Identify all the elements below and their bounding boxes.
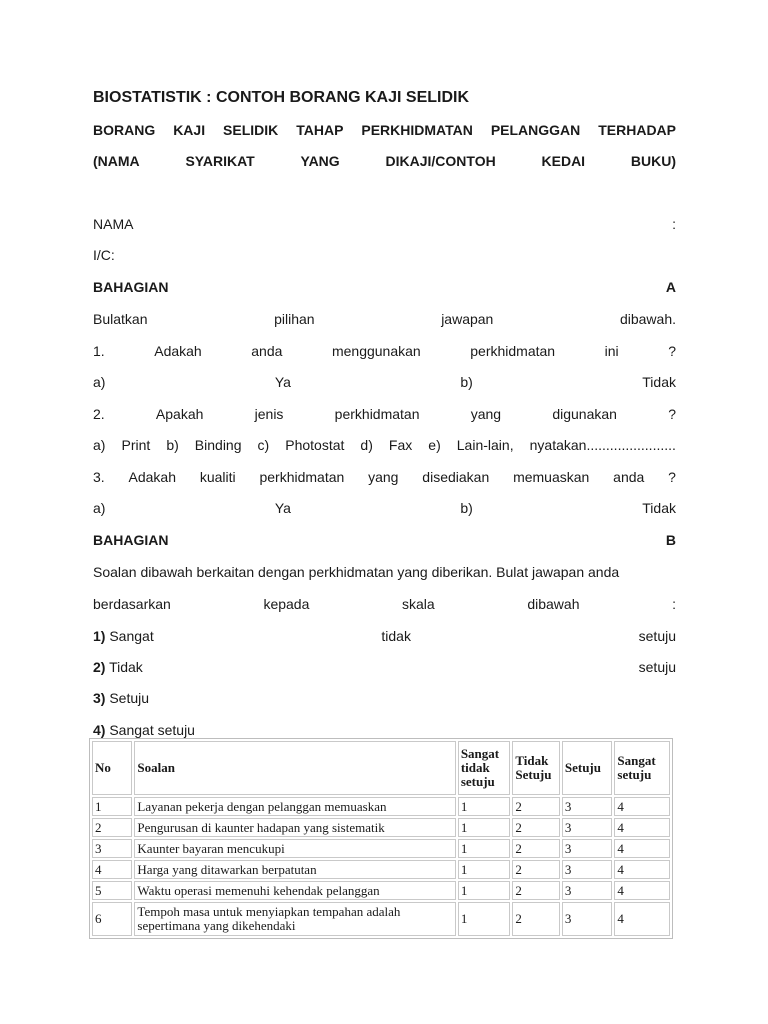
scale-word: tidak bbox=[381, 628, 411, 644]
word: d) bbox=[360, 437, 373, 453]
cell-setuju: 3 bbox=[562, 860, 613, 879]
word: 1. bbox=[93, 343, 105, 359]
word: KEDAI bbox=[541, 153, 586, 169]
scale-word: setuju bbox=[638, 659, 676, 675]
section-b-intro-line-1: Soalan dibawah berkaitan dengan perkhidmatan yang diberikan. Bulat jawapan anda bbox=[93, 564, 620, 580]
header-setuju: Setuju bbox=[562, 741, 613, 795]
cell-no: 5 bbox=[92, 881, 132, 900]
question-1 bbox=[93, 341, 676, 361]
scale-number: 4) bbox=[93, 722, 106, 738]
table-header-row bbox=[92, 741, 670, 795]
cell-setuju: 3 bbox=[562, 797, 613, 816]
scale-number-and-first-word bbox=[93, 657, 143, 677]
word: b) bbox=[460, 500, 473, 516]
word: a) bbox=[93, 374, 106, 390]
cell-no: 2 bbox=[92, 818, 132, 837]
word: Bulatkan bbox=[93, 311, 148, 327]
scale-number: 2) bbox=[93, 659, 106, 675]
word: SYARIKAT bbox=[185, 153, 255, 169]
cell-setuju: 3 bbox=[562, 902, 613, 936]
cell-tidak-setuju: 2 bbox=[512, 881, 560, 900]
table-row bbox=[92, 902, 670, 936]
word: TAHAP bbox=[296, 122, 344, 138]
section-a-instruction bbox=[93, 309, 676, 329]
word: BUKU) bbox=[630, 153, 676, 169]
word: skala bbox=[402, 596, 435, 612]
word: nyatakan....................... bbox=[529, 437, 676, 453]
table-row bbox=[92, 839, 670, 858]
word: anda bbox=[613, 469, 645, 485]
header-sangat-tidak-setuju: Sangat tidak setuju bbox=[458, 741, 511, 795]
cell-sangat-tidak-setuju: 1 bbox=[458, 818, 511, 837]
scale-number: 1) bbox=[93, 628, 106, 644]
cell-no: 4 bbox=[92, 860, 132, 879]
word: c) bbox=[257, 437, 270, 453]
cell-sangat-setuju: 4 bbox=[614, 797, 670, 816]
word: Lain-lain, bbox=[456, 437, 514, 453]
word: BORANG bbox=[93, 122, 156, 138]
word: dibawah. bbox=[619, 311, 676, 327]
cell-tidak-setuju: 2 bbox=[512, 860, 560, 879]
nama-label: NAMA bbox=[93, 216, 134, 232]
question-3-options bbox=[93, 498, 676, 518]
cell-setuju: 3 bbox=[562, 818, 613, 837]
word: ? bbox=[668, 406, 676, 422]
scale-number-and-first-word bbox=[93, 626, 154, 646]
word: perkhidmatan bbox=[470, 343, 556, 359]
cell-no: 1 bbox=[92, 797, 132, 816]
cell-sangat-tidak-setuju: 1 bbox=[458, 902, 511, 936]
word: Apakah bbox=[155, 406, 204, 422]
scale-word: Sangat setuju bbox=[109, 722, 195, 738]
question-2 bbox=[93, 404, 676, 424]
word: kualiti bbox=[199, 469, 236, 485]
cell-no: 3 bbox=[92, 839, 132, 858]
word: digunakan bbox=[552, 406, 617, 422]
word: DIKAJI/CONTOH bbox=[385, 153, 496, 169]
cell-soalan: Waktu operasi memenuhi kehendak pelanggan bbox=[134, 881, 455, 900]
word: memuaskan bbox=[513, 469, 590, 485]
word: ? bbox=[668, 343, 676, 359]
word: PELANGGAN bbox=[490, 122, 581, 138]
scale-item-2 bbox=[93, 657, 676, 677]
word: jawapan bbox=[441, 311, 494, 327]
word: dibawah bbox=[527, 596, 580, 612]
word: yang bbox=[470, 406, 502, 422]
section-b-intro-line-2 bbox=[93, 594, 676, 614]
question-1-options bbox=[93, 372, 676, 392]
scale-item-1 bbox=[93, 626, 676, 646]
word: 2. bbox=[93, 406, 105, 422]
cell-soalan: Kaunter bayaran mencukupi bbox=[134, 839, 455, 858]
cell-sangat-tidak-setuju: 1 bbox=[458, 797, 511, 816]
word: YANG bbox=[300, 153, 340, 169]
word: Tidak bbox=[642, 374, 676, 390]
scale-word: setuju bbox=[638, 628, 676, 644]
word: Ya bbox=[274, 374, 291, 390]
scale-word: Setuju bbox=[109, 690, 150, 706]
word: ? bbox=[668, 469, 676, 485]
word: : bbox=[672, 596, 676, 612]
section-a-heading bbox=[93, 277, 676, 297]
header-soalan: Soalan bbox=[134, 741, 455, 795]
survey-table bbox=[89, 738, 673, 939]
cell-tidak-setuju: 2 bbox=[512, 902, 560, 936]
cell-sangat-setuju: 4 bbox=[614, 902, 670, 936]
header-tidak-setuju: Tidak Setuju bbox=[512, 741, 560, 795]
table-row bbox=[92, 797, 670, 816]
cell-soalan: Layanan pekerja dengan pelanggan memuaskan bbox=[134, 797, 455, 816]
scale-item-4 bbox=[93, 720, 676, 740]
cell-sangat-setuju: 4 bbox=[614, 860, 670, 879]
question-2-options bbox=[93, 435, 676, 455]
cell-sangat-tidak-setuju: 1 bbox=[458, 839, 511, 858]
word: perkhidmatan bbox=[259, 469, 345, 485]
cell-no: 6 bbox=[92, 902, 132, 936]
ic-field-label: I/C: bbox=[93, 247, 115, 263]
word: b) bbox=[460, 374, 473, 390]
scale-number: 3) bbox=[93, 690, 106, 706]
table-row bbox=[92, 860, 670, 879]
word: disediakan bbox=[422, 469, 490, 485]
table-row bbox=[92, 881, 670, 900]
word: Adakah bbox=[154, 343, 202, 359]
word: perkhidmatan bbox=[334, 406, 420, 422]
cell-soalan: Pengurusan di kaunter hadapan yang sistematik bbox=[134, 818, 455, 837]
cell-sangat-tidak-setuju: 1 bbox=[458, 860, 511, 879]
cell-tidak-setuju: 2 bbox=[512, 797, 560, 816]
word: Tidak bbox=[642, 500, 676, 516]
word: (NAMA bbox=[93, 153, 140, 169]
word: B bbox=[665, 532, 676, 548]
cell-sangat-setuju: 4 bbox=[614, 881, 670, 900]
scale-item-3 bbox=[93, 688, 676, 708]
word: yang bbox=[368, 469, 399, 485]
cell-setuju: 3 bbox=[562, 881, 613, 900]
cell-soalan: Harga yang ditawarkan berpatutan bbox=[134, 860, 455, 879]
header-no: No bbox=[92, 741, 132, 795]
document-title: BIOSTATISTIK : CONTOH BORANG KAJI SELIDIK bbox=[93, 89, 470, 106]
word: jenis bbox=[254, 406, 284, 422]
cell-sangat-setuju: 4 bbox=[614, 818, 670, 837]
word: A bbox=[665, 279, 676, 295]
subtitle-line-1 bbox=[93, 120, 676, 140]
cell-sangat-tidak-setuju: 1 bbox=[458, 881, 511, 900]
scale-number-and-first-word bbox=[93, 688, 149, 708]
cell-setuju: 3 bbox=[562, 839, 613, 858]
table-body bbox=[92, 797, 670, 936]
word: Binding bbox=[194, 437, 242, 453]
word: SELIDIK bbox=[223, 122, 279, 138]
subtitle-line-2 bbox=[93, 151, 676, 171]
word: 3. bbox=[93, 469, 105, 485]
word: a) bbox=[93, 437, 106, 453]
word: kepada bbox=[263, 596, 310, 612]
scale-number-and-first-word bbox=[93, 720, 195, 740]
header-sangat-setuju: Sangat setuju bbox=[614, 741, 670, 795]
nama-colon: : bbox=[672, 216, 676, 232]
word: menggunakan bbox=[331, 343, 421, 359]
word: KAJI bbox=[173, 122, 206, 138]
scale-word: Tidak bbox=[109, 659, 143, 675]
word: pilihan bbox=[274, 311, 315, 327]
cell-tidak-setuju: 2 bbox=[512, 818, 560, 837]
word: a) bbox=[93, 500, 106, 516]
word: b) bbox=[166, 437, 179, 453]
scale-word: Sangat bbox=[109, 628, 154, 644]
word: BAHAGIAN bbox=[93, 532, 169, 548]
word: PERKHIDMATAN bbox=[361, 122, 473, 138]
word: BAHAGIAN bbox=[93, 279, 169, 295]
word: berdasarkan bbox=[93, 596, 171, 612]
word: ini bbox=[604, 343, 619, 359]
word: Adakah bbox=[128, 469, 176, 485]
cell-soalan: Tempoh masa untuk menyiapkan tempahan adalah sepertimana yang dikehendaki bbox=[134, 902, 455, 936]
nama-field-row bbox=[93, 214, 676, 234]
question-3 bbox=[93, 467, 676, 487]
word: Photostat bbox=[285, 437, 345, 453]
cell-tidak-setuju: 2 bbox=[512, 839, 560, 858]
section-b-heading bbox=[93, 530, 676, 550]
word: e) bbox=[428, 437, 441, 453]
word: anda bbox=[251, 343, 283, 359]
word: Fax bbox=[388, 437, 413, 453]
word: TERHADAP bbox=[598, 122, 676, 138]
cell-sangat-setuju: 4 bbox=[614, 839, 670, 858]
word: Ya bbox=[274, 500, 291, 516]
word: Print bbox=[121, 437, 151, 453]
table-row bbox=[92, 818, 670, 837]
